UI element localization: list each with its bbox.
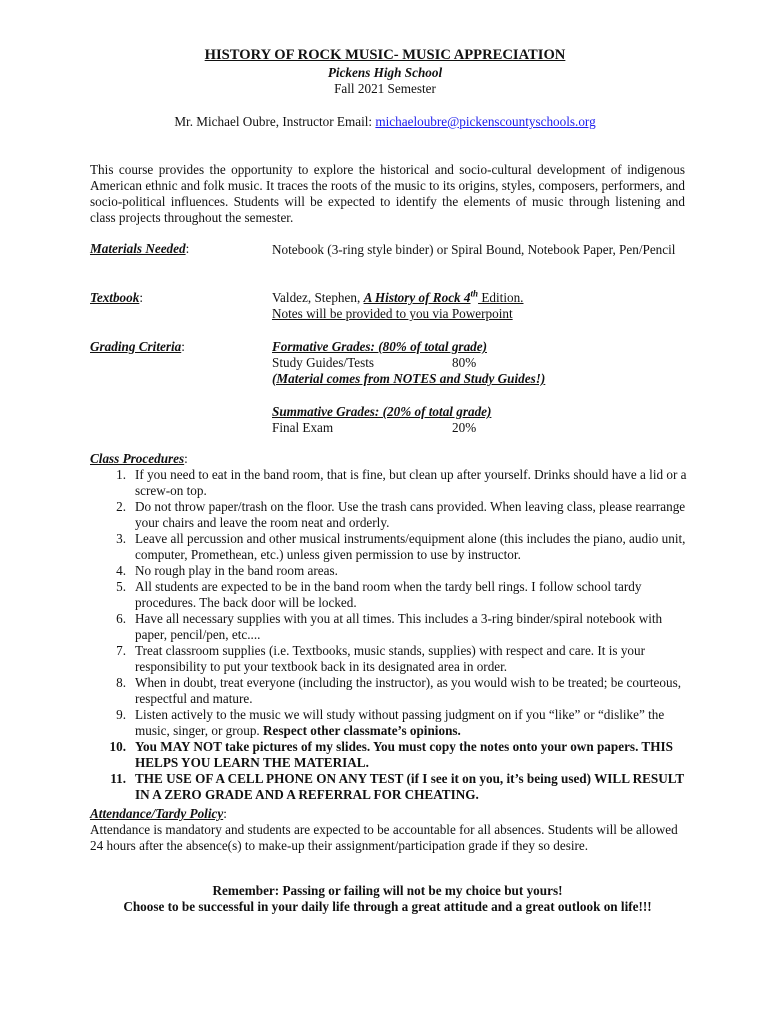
summative-heading: Summative Grades: (20% of total grade): [272, 404, 492, 419]
instructor-name: Mr. Michael Oubre, Instructor Email:: [174, 114, 376, 129]
procedure-item: [90, 563, 690, 579]
procedure-text: Listen actively to the music we will study without passing judgment on if you “like” or “dislike” the music, singer, or group.: [135, 707, 665, 738]
course-title: HISTORY OF ROCK MUSIC- MUSIC APPRECIATION: [204, 47, 566, 63]
procedure-item: [90, 771, 690, 803]
grading-label-colon: :: [181, 339, 185, 354]
procedure-text: Do not throw paper/trash on the floor. Use the trash cans provided. When leaving class, please rearrange your chairs and leave the room neat and orderly.: [135, 499, 686, 530]
textbook-notes: Notes will be provided to you via Powerpoint: [272, 306, 513, 321]
procedure-number: 10.: [109, 739, 126, 754]
instructor-line: [0, 114, 770, 130]
procedure-number: 6.: [116, 611, 126, 626]
textbook-label-colon: :: [139, 290, 144, 305]
textbook-value: [272, 290, 682, 306]
materials-label-text: Materials Needed: [90, 241, 186, 256]
procedure-text: Leave all percussion and other musical instruments/equipment alone (this includes the piano, audio unit, computer, Promethean, etc.) unless given permission to use by instructor.: [135, 531, 686, 562]
textbook-label-text: Textbook: [90, 290, 140, 305]
procedures-list: [90, 467, 690, 803]
closing-line-2: Choose to be successful in your daily life through a great attitude and a great outlook on life!!!: [123, 899, 652, 914]
formative-item: Study Guides/Tests: [272, 355, 375, 370]
procedure-text: All students are expected to be in the band room when the tardy bell rings. I follow school tardy procedures. The back door will be locked.: [135, 579, 642, 610]
procedure-text: If you need to eat in the band room, that is fine, but clean up after yourself. Drinks should have a lid or a screw-on top.: [135, 467, 687, 498]
procedure-text: Treat classroom supplies (i.e. Textbooks, music stands, supplies) with respect and care. It is your responsibility to put your textbook back in its designated area in order.: [135, 643, 646, 674]
attendance-label-colon: :: [223, 806, 227, 821]
procedures-label-text: Class Procedures: [90, 451, 185, 466]
procedures-label-colon: :: [184, 451, 188, 466]
grading-label: [90, 339, 185, 355]
procedure-text: You MAY NOT take pictures of my slides. You must copy the notes onto your own papers. THIS HELPS YOU LEARN THE MATERIAL.: [135, 739, 673, 770]
textbook-author: Valdez, Stephen,: [272, 290, 364, 305]
procedure-emphasis: Respect other classmate’s opinions.: [263, 723, 461, 738]
procedure-text: When in doubt, treat everyone (including the instructor), as you would wish to be treated; be courteous, respectful and mature.: [135, 675, 682, 706]
textbook-edition: Edition.: [478, 290, 524, 305]
textbook-label: [90, 290, 143, 306]
procedure-text: Have all necessary supplies with you at all times. This includes a 3-ring binder/spiral notebook with paper, pencil/pen, etc....: [135, 611, 663, 642]
formative-heading: Formative Grades: (80% of total grade): [272, 339, 487, 354]
procedure-number: 3.: [116, 531, 126, 546]
procedure-text: THE USE OF A CELL PHONE ON ANY TEST (if I see it on you, it’s being used) WILL RESULT IN A ZERO GRADE AND A REFERRAL FOR CHEATING.: [135, 771, 684, 802]
formative-note: (Material comes from NOTES and Study Guides!): [272, 371, 546, 386]
course-description: This course provides the opportunity to explore the historical and socio-cultural development of indigenous American ethnic and folk music. It traces the roots of the music to its origins, styles, composers, performers, and socio-political influences. Students will be expected to identify the elements of music through listening and class projects throughout the semester.: [90, 162, 685, 225]
materials-value: Notebook (3-ring style binder) or Spiral Bound, Notebook Paper, Pen/Pencil: [272, 242, 676, 257]
procedure-item: [90, 531, 690, 563]
materials-label: [90, 241, 189, 257]
summative-percent: 20%: [452, 420, 477, 435]
semester: Fall 2021 Semester: [334, 81, 436, 96]
procedure-number: 9.: [116, 707, 126, 722]
materials-label-colon: :: [185, 241, 190, 256]
procedure-item: [90, 707, 690, 739]
procedure-number: 5.: [116, 579, 126, 594]
procedure-item: [90, 467, 690, 499]
procedure-item: [90, 739, 690, 771]
closing-remark: [90, 883, 685, 915]
procedure-number: 11.: [110, 771, 126, 786]
email-link[interactable]: michaeloubre@pickenscountyschools.org: [375, 114, 596, 129]
procedure-item: [90, 675, 690, 707]
procedures-label: [90, 451, 188, 467]
procedure-number: 4.: [116, 563, 126, 578]
textbook-edition-superscript: th: [470, 288, 479, 299]
textbook-title: A History of Rock 4: [363, 290, 471, 305]
procedure-item: [90, 611, 690, 643]
procedure-text: No rough play in the band room areas.: [135, 563, 338, 578]
school-name: Pickens High School: [327, 65, 443, 80]
procedure-number: 8.: [116, 675, 126, 690]
procedure-item: [90, 579, 690, 611]
closing-line-1: Remember: Passing or failing will not be my choice but yours!: [212, 883, 563, 898]
procedure-number: 1.: [116, 467, 126, 482]
summative-item: Final Exam: [272, 420, 334, 435]
procedure-item: [90, 643, 690, 675]
grading-label-text: Grading Criteria: [90, 339, 182, 354]
attendance-label: [90, 806, 227, 822]
procedure-number: 7.: [116, 643, 126, 658]
formative-percent: 80%: [452, 355, 477, 370]
attendance-label-text: Attendance/Tardy Policy: [90, 806, 224, 821]
procedure-item: [90, 499, 690, 531]
attendance-text: Attendance is mandatory and students are expected to be accountable for all absences. Students will be allowed 24 hours after the absence(s) to make-up their assignment/participation grade if they so desire.: [90, 822, 678, 853]
procedure-number: 2.: [116, 499, 126, 514]
